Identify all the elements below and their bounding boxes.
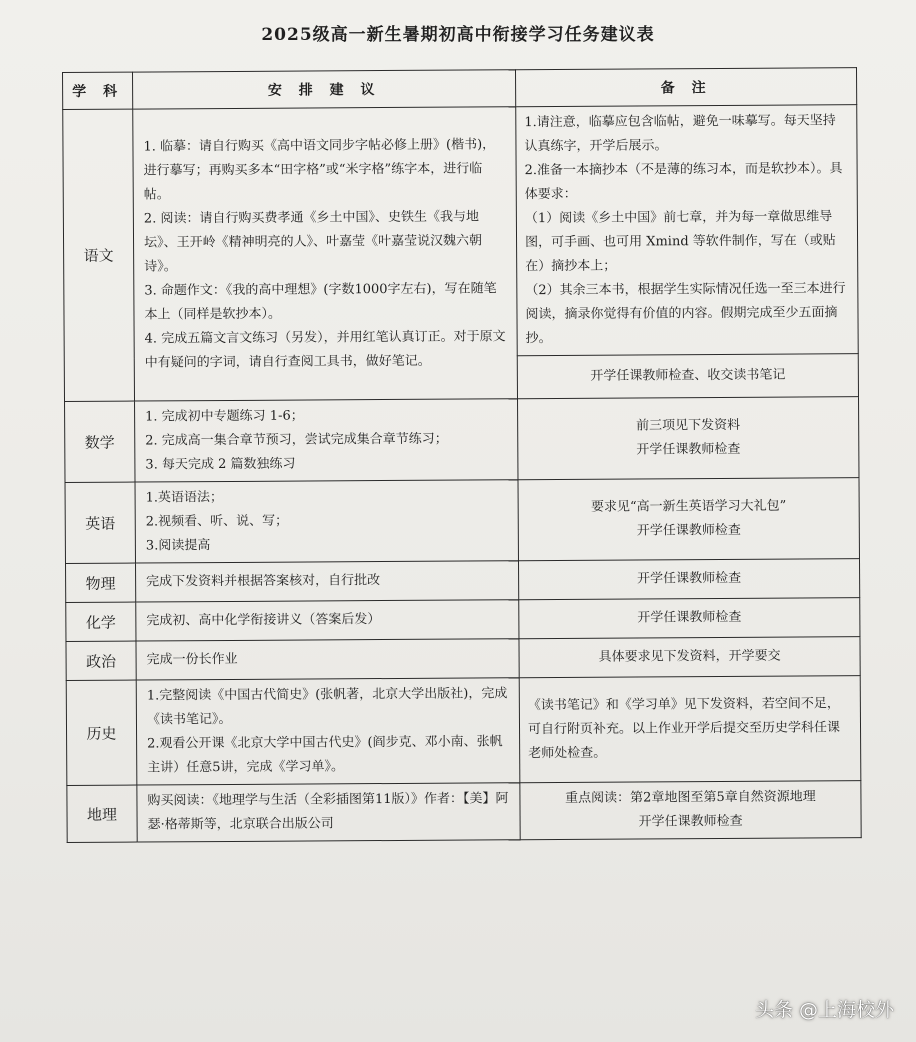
table-row-physics bbox=[66, 559, 860, 603]
english-tasks bbox=[135, 480, 518, 563]
math-task-2: 2. 完成高一集合章节预习，尝试完成集合章节练习； bbox=[145, 431, 448, 449]
subject-geography: 地理 bbox=[67, 785, 137, 842]
english-task-2: 2.视频看、听、说、写； bbox=[145, 513, 289, 530]
table-row-history bbox=[66, 676, 861, 786]
english-note-2: 开学任课教师检查 bbox=[636, 522, 741, 539]
politics-task: 完成一份长作业 bbox=[136, 639, 519, 680]
table-row-chinese bbox=[63, 105, 859, 359]
physics-task: 完成下发资料并根据答案核对，自行批改 bbox=[136, 561, 519, 602]
chemistry-note: 开学任课教师检查 bbox=[519, 598, 860, 639]
chinese-note-1: 1.请注意，临摹应包含临帖，避免一味摹写。每天坚持认真练字，开学后展示。 bbox=[524, 113, 836, 155]
subject-history: 历史 bbox=[66, 680, 137, 785]
table-row-english bbox=[65, 478, 859, 564]
chinese-notes bbox=[516, 105, 859, 356]
table-header-row bbox=[63, 68, 857, 110]
english-note-1: 要求见“高一新生英语学习大礼包” bbox=[590, 498, 787, 515]
history-tasks bbox=[136, 678, 520, 785]
chinese-note-3: （1）阅读《乡土中国》前七章，并为每一章做思维导图，可手画、也可用 Xmind 等软件制作，写在（或贴在）摘抄本上； bbox=[524, 209, 836, 275]
history-task-1: 1.完整阅读《中国古代简史》(张帆著，北京大学出版社)，完成《读书笔记》。 bbox=[146, 686, 508, 728]
chinese-task-1: 1. 临摹：请自行购买《高中语文同步字帖必修上册》(楷书)，进行摹写；再购买多本“田字格”或“米字格”练字本，进行临帖。 bbox=[143, 136, 496, 203]
subject-english: 英语 bbox=[65, 482, 135, 563]
watermark-text: 头条 @上海校外 bbox=[754, 999, 894, 1021]
chinese-note-2: 2.准备一本摘抄本（不是薄的练习本，而是软抄本）。具体要求： bbox=[524, 161, 843, 203]
geography-note-2: 开学任课教师检查 bbox=[638, 813, 743, 830]
math-task-3: 3. 每天完成 2 篇数独练习 bbox=[145, 456, 296, 473]
chinese-note-4: （2）其余三本书，根据学生实际情况任选一至三本进行阅读，摘录你觉得有价值的内容。假期完成至少五面摘抄。 bbox=[525, 281, 846, 347]
subject-chinese: 语文 bbox=[63, 109, 135, 401]
subject-politics: 政治 bbox=[66, 641, 136, 680]
chinese-check: 开学任课教师检查、收交读书笔记 bbox=[517, 354, 858, 399]
math-notes bbox=[518, 397, 859, 480]
physics-note: 开学任课教师检查 bbox=[518, 559, 859, 600]
chinese-tasks bbox=[133, 107, 518, 401]
table-row-politics bbox=[66, 637, 860, 681]
subject-chemistry: 化学 bbox=[66, 602, 136, 641]
header-plan: 安 排 建 议 bbox=[133, 70, 516, 109]
table-row-math bbox=[65, 397, 859, 483]
math-note-1: 前三项见下发资料 bbox=[636, 417, 741, 434]
politics-note: 具体要求见下发资料，开学要交 bbox=[519, 637, 860, 678]
subject-math: 数学 bbox=[65, 401, 135, 482]
task-table bbox=[62, 67, 862, 843]
chinese-task-3: 3. 命题作文：《我的高中理想》(字数1000字左右)，写在随笔本上（同样是软抄本）。 bbox=[144, 280, 497, 323]
chemistry-task: 完成初、高中化学衔接讲义（答案后发） bbox=[136, 600, 519, 641]
history-note: 《读书笔记》和《学习单》见下发资料，若空间不足，可自行附页补充。以上作业开学后提交至历史学科任课老师处检查。 bbox=[519, 676, 861, 783]
table-row-geography bbox=[67, 781, 861, 843]
english-task-3: 3.阅读提高 bbox=[145, 538, 211, 554]
history-task-2: 2.观看公开课《北京大学中国古代史》(阎步克、邓小南、张帆主讲）任意5讲，完成《学习单》。 bbox=[147, 734, 503, 776]
math-tasks bbox=[135, 399, 518, 482]
table-row-chemistry bbox=[66, 598, 860, 642]
geography-task: 购买阅读：《地理学与生活（全彩插图第11版）》作者：【美】阿瑟·格蒂斯等，北京联合出版公司 bbox=[137, 783, 520, 842]
geography-note-1: 重点阅读：第2章地图至第5章自然资源地理 bbox=[565, 789, 816, 806]
english-task-1: 1.英语语法； bbox=[145, 490, 224, 506]
header-notes: 备 注 bbox=[515, 68, 856, 107]
math-task-1: 1. 完成初中专题练习 1-6； bbox=[145, 408, 304, 425]
subject-physics: 物理 bbox=[66, 563, 136, 602]
chinese-task-4: 4. 完成五篇文言文练习（另发），并用红笔认真订正。对于原文中有疑问的字词，请自行查阅工具书，做好笔记。 bbox=[144, 328, 506, 370]
geography-notes bbox=[520, 781, 861, 840]
document-title: 2025级高一新生暑期初高中衔接学习任务建议表 bbox=[261, 25, 655, 45]
chinese-task-2: 2. 阅读：请自行购买费孝通《乡土中国》、史铁生《我与地坛》、王开岭《精神明亮的人》、叶嘉莹《叶嘉莹说汉魏六朝诗》。 bbox=[143, 208, 483, 275]
english-notes bbox=[518, 478, 859, 561]
math-note-2: 开学任课教师检查 bbox=[636, 441, 741, 458]
header-subject: 学 科 bbox=[63, 72, 133, 109]
